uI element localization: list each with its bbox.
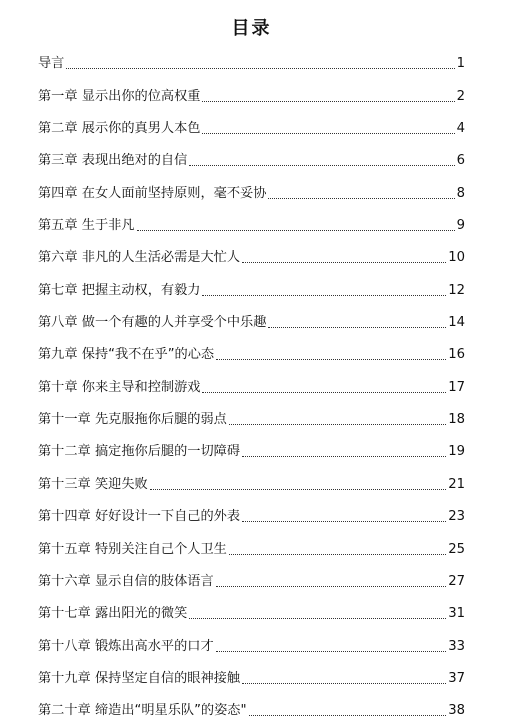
toc-entry-chapter-1[interactable] xyxy=(38,72,465,104)
toc-entry-label: 第十三章 笑迎失败 xyxy=(38,476,148,492)
toc-entry-chapter-17[interactable] xyxy=(38,590,465,622)
dot-leader xyxy=(189,618,446,619)
toc-entry-label: 第十二章 搞定拖你后腿的一切障碍 xyxy=(38,444,241,460)
toc-title: 目录 xyxy=(231,18,272,39)
dot-leader xyxy=(202,133,454,134)
toc-entry-page: 12 xyxy=(448,282,465,298)
dot-leader xyxy=(202,101,454,102)
toc-entry-page: 38 xyxy=(448,703,465,719)
toc-entry-page: 18 xyxy=(448,412,465,428)
dot-leader xyxy=(150,489,447,490)
toc-entry-page: 4 xyxy=(456,121,465,137)
dot-leader xyxy=(66,68,454,69)
toc-entry-chapter-3[interactable] xyxy=(38,137,465,169)
toc-entry-label: 第十九章 保持坚定自信的眼神接触 xyxy=(38,670,241,686)
toc-entry-label: 第十七章 露出阳光的微笑 xyxy=(38,606,188,622)
toc-entry-page: 37 xyxy=(448,670,465,686)
toc-entry-chapter-13[interactable] xyxy=(38,460,465,492)
toc-entry-page: 2 xyxy=(456,88,465,104)
toc-entry-page: 10 xyxy=(448,250,465,266)
dot-leader xyxy=(268,327,446,328)
toc-entry-page: 6 xyxy=(456,153,465,169)
toc-entry-chapter-15[interactable] xyxy=(38,525,465,557)
toc-entry-chapter-19[interactable] xyxy=(38,655,465,687)
dot-leader xyxy=(242,521,446,522)
dot-leader xyxy=(202,392,446,393)
toc-entry-chapter-9[interactable] xyxy=(38,331,465,363)
toc-entry-label: 第五章 生于非凡 xyxy=(38,218,135,234)
toc-entry-page: 33 xyxy=(448,638,465,654)
toc-entry-label: 第十八章 锻炼出高水平的口才 xyxy=(38,638,214,654)
toc-entry-page: 9 xyxy=(456,218,465,234)
dot-leader xyxy=(216,651,447,652)
dot-leader xyxy=(249,715,447,716)
dot-leader xyxy=(216,359,446,360)
toc-entry-chapter-10[interactable] xyxy=(38,363,465,395)
toc-entry-chapter-12[interactable] xyxy=(38,428,465,460)
toc-entry-chapter-14[interactable] xyxy=(38,493,465,525)
toc-entry-label: 第一章 显示出你的位高权重 xyxy=(38,88,201,104)
toc-entry-page: 27 xyxy=(448,573,465,589)
toc-entry-label: 第二章 展示你的真男人本色 xyxy=(38,121,201,137)
toc-entry-page: 8 xyxy=(456,185,465,201)
dot-leader xyxy=(242,262,446,263)
toc-entry-chapter-2[interactable] xyxy=(38,105,465,137)
toc-entry-label: 第八章 做一个有趣的人并享受个中乐趣 xyxy=(38,315,267,331)
dot-leader xyxy=(189,165,454,166)
toc-entry-chapter-20[interactable] xyxy=(38,687,465,719)
toc-entry-label: 第二十章 缔造出“明星乐队”的姿态" xyxy=(38,703,247,719)
toc-entry-chapter-5[interactable] xyxy=(38,202,465,234)
toc-entry-page: 17 xyxy=(448,379,465,395)
toc-entry-label: 第六章 非凡的人生活必需是大忙人 xyxy=(38,250,241,266)
dot-leader xyxy=(229,424,446,425)
toc-entry-chapter-7[interactable] xyxy=(38,266,465,298)
toc-entry-page: 21 xyxy=(448,476,465,492)
dot-leader xyxy=(202,295,446,296)
toc-entry-label: 第十章 你来主导和控制游戏 xyxy=(38,379,201,395)
dot-leader xyxy=(242,683,446,684)
toc-entry-label: 第九章 保持“我不在乎”的心态 xyxy=(38,347,215,363)
dot-leader xyxy=(242,456,446,457)
toc-entry-label: 第七章 把握主动权，有毅力 xyxy=(38,282,201,298)
dot-leader xyxy=(268,198,454,199)
toc-entry-label: 第十五章 特别关注自己个人卫生 xyxy=(38,541,227,557)
toc-list xyxy=(38,40,465,719)
toc-entry-chapter-18[interactable] xyxy=(38,622,465,654)
dot-leader xyxy=(216,586,447,587)
toc-entry-introduction[interactable] xyxy=(38,40,465,72)
toc-entry-page: 19 xyxy=(448,444,465,460)
toc-entry-page: 25 xyxy=(448,541,465,557)
toc-entry-page: 1 xyxy=(456,56,465,72)
toc-entry-chapter-16[interactable] xyxy=(38,558,465,590)
toc-entry-page: 16 xyxy=(448,347,465,363)
dot-leader xyxy=(229,554,446,555)
toc-entry-page: 14 xyxy=(448,315,465,331)
toc-entry-chapter-4[interactable] xyxy=(38,169,465,201)
toc-entry-label: 第十一章 先克服拖你后腿的弱点 xyxy=(38,412,227,428)
toc-entry-label: 第十四章 好好设计一下自己的外表 xyxy=(38,509,241,525)
toc-entry-label: 导言 xyxy=(38,56,65,72)
toc-entry-label: 第四章 在女人面前坚持原则，毫不妥协 xyxy=(38,185,267,201)
dot-leader xyxy=(137,230,455,231)
toc-entry-chapter-11[interactable] xyxy=(38,396,465,428)
toc-entry-label: 第十六章 显示自信的肢体语言 xyxy=(38,573,214,589)
toc-entry-label: 第三章 表现出绝对的自信 xyxy=(38,153,188,169)
toc-entry-chapter-8[interactable] xyxy=(38,299,465,331)
toc-entry-chapter-6[interactable] xyxy=(38,234,465,266)
toc-entry-page: 31 xyxy=(448,606,465,622)
toc-entry-page: 23 xyxy=(448,509,465,525)
